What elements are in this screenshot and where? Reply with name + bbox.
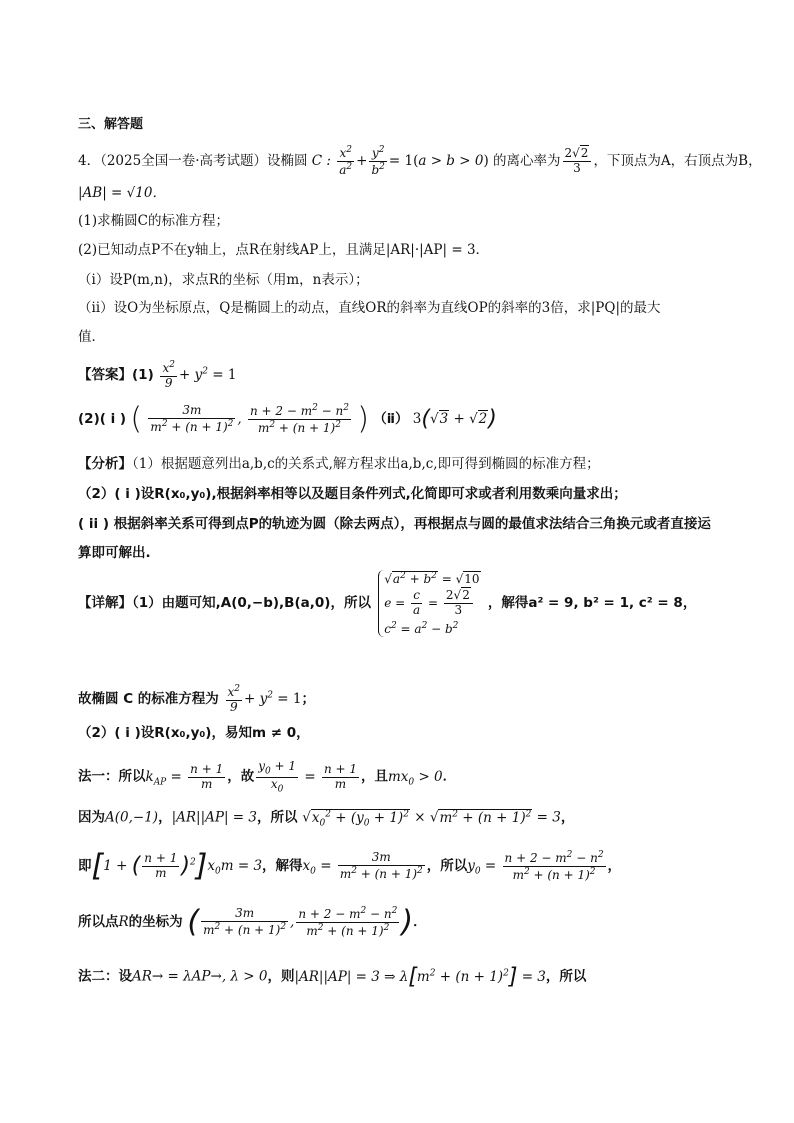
detail-label: 【详解】 [78,594,132,611]
method-1-line-4: 所以点R的坐标为 ( $\frac{3m}{m^2 + (n + 1)^2}$ , $\frac{n + 2 - m^2 - n^2}{m^2 + (n + 1)^2}$ )． [78,904,427,940]
answer-part-1-equation: $\frac{x^2}{9}$ + $y^2 = 1$ [162,360,237,390]
analysis-label: 【分析】 [78,456,132,472]
answer-part-2-label: (2)( i ) [78,410,127,427]
question-number: 4． [78,152,101,169]
section-heading: 三、解答题 [78,117,144,132]
analysis-line-3: ( ii ) 根据斜率关系可得到点P的轨迹为圆（除去两点），再根据点与圆的最值求法结合三角换元或者直接运 [78,516,711,532]
answer-line-2: (2)( i ) ( $\frac{3m}{m^2 + (n + 1)^2}$ , $\frac{n + 2 - m^2 - n^2}{m^2 + (n + 1)^2}$ ) （ⅱ） 3(√3 + √2) [78,401,497,437]
answer-r-x: $\frac{3m}{m^2 + (n + 1)^2}$ [150,403,234,434]
eccentricity-value: $\frac{2√2}{3}$ [563,147,592,176]
question-part-2: (2)已知动点P不在y轴上，点R在射线AP上，且满足|AR|·|AP| = 3． [78,242,490,258]
answer-part-2-ii-label: （ⅱ） [373,410,409,427]
eccentricity-suffix: ，下顶点为A，右顶点为B， [593,152,762,169]
answer-line-1 [78,360,236,391]
standard-equation: $\frac{x^2}{9}$ + $y^2 = 1$ [227,684,302,714]
detail-part-2-intro: （2）( i )设R(x₀,y₀)，易知m ≠ 0， [78,725,310,741]
method-2-label: 法二： [78,968,119,985]
question-part-1: (1)求椭圆C的标准方程； [78,213,229,229]
answer-r-y: $\frac{n + 2 - m^2 - n^2}{m^2 + (n + 1)^2}$ [249,403,349,435]
method-1-line-3: 即[1 + ( $\frac{n + 1}{m}$ )$^2]x_0m = 3$，解得$x_0$ = $\frac{3m}{m^2 + (n + 1)^2}$ ，所以$y_0$ = $\frac{n + 2 - m^2 - n^2}{m^2 + (n + 1)^2}$ ， [78,848,622,884]
analysis-line-4: 算即可解出. [78,545,151,561]
detail-solve-text: ，解得a² = 9, b² = 1, c² = 8， [487,594,697,611]
analysis-line-1 [78,458,600,472]
question-part-2-ii-line-2: 值． [78,329,105,345]
equation-system: $√a^2 + b^2 = √10$ e = $\frac{c}{a}$ = $\frac{2√2}{3}$ $c^2 = a^2 - b^2$ [378,570,480,637]
method-1-line-1: 法一：所以$k_{AP}$ = $\frac{n + 1}{m}$ ，故 $\frac{y_0 + 1}{x_0}$ = $\frac{n + 1}{m}$ ，且$mx_0 > 0$． [78,759,457,795]
answer-part-1-label: (1) [132,366,154,383]
question-source: （2025全国一卷·高考试题） [100,152,267,169]
question-part-2-ii-line-1: （ⅱ）设O为坐标原点，Q是椭圆上的动点，直线OR的斜率为直线OP的斜率的3倍，求|PQ|的最大 [78,300,661,316]
eccentricity-prefix: 的离心率为 [493,152,561,169]
detail-part-1-text: （1）由题可知,A(0,−b),B(a,0)，所以 [132,594,371,611]
analysis-line-2: （2）( i )设R(x₀,y₀),根据斜率相等以及题目条件列式,化简即可求或者利用数乘向量求出； [78,486,627,502]
question-line-1 [78,145,762,178]
question-part-2-i: （i）设P(m,n)，求点R的坐标（用m，n表示）； [78,272,369,288]
detail-part-1 [78,570,696,637]
method-2-line: 法二：设AR→ = λAP→, λ > 0，则|AR||AP| = 3 ⇒ $\lambda[m^2 + (n + 1)^2] = 3$，所以 [78,964,587,989]
analysis-text-1: （1）根据题意列出a,b,c的关系式,解方程求出a,b,c,即可得到椭圆的标准方程； [132,456,600,472]
method-1-label: 法一： [78,768,119,785]
ellipse-equation: C : $\frac{x^2}{a^2}$ + $\frac{y^2}{b^2}$ = 1(a > b > 0) [311,145,489,177]
method-1-line-2: 因为A(0,−1)，|AR||AP| = 3，所以 $√x_0^2 + (y_0 + 1)^2 \times √m^2 + (n + 1)^2 = 3$， [78,809,575,829]
answer-max-value: 3(√3 + √2) [412,406,497,432]
detail-conclusion-prefix: 故椭圆 C 的标准方程为 [78,690,219,707]
ab-length: |AB| = √10． [78,185,166,201]
question-intro: 设椭圆 [267,152,308,169]
detail-conclusion: 故椭圆 C 的标准方程为 $\frac{x^2}{9}$ + $y^2 = 1$； [78,684,315,714]
answer-label: 【答案】 [78,366,132,383]
